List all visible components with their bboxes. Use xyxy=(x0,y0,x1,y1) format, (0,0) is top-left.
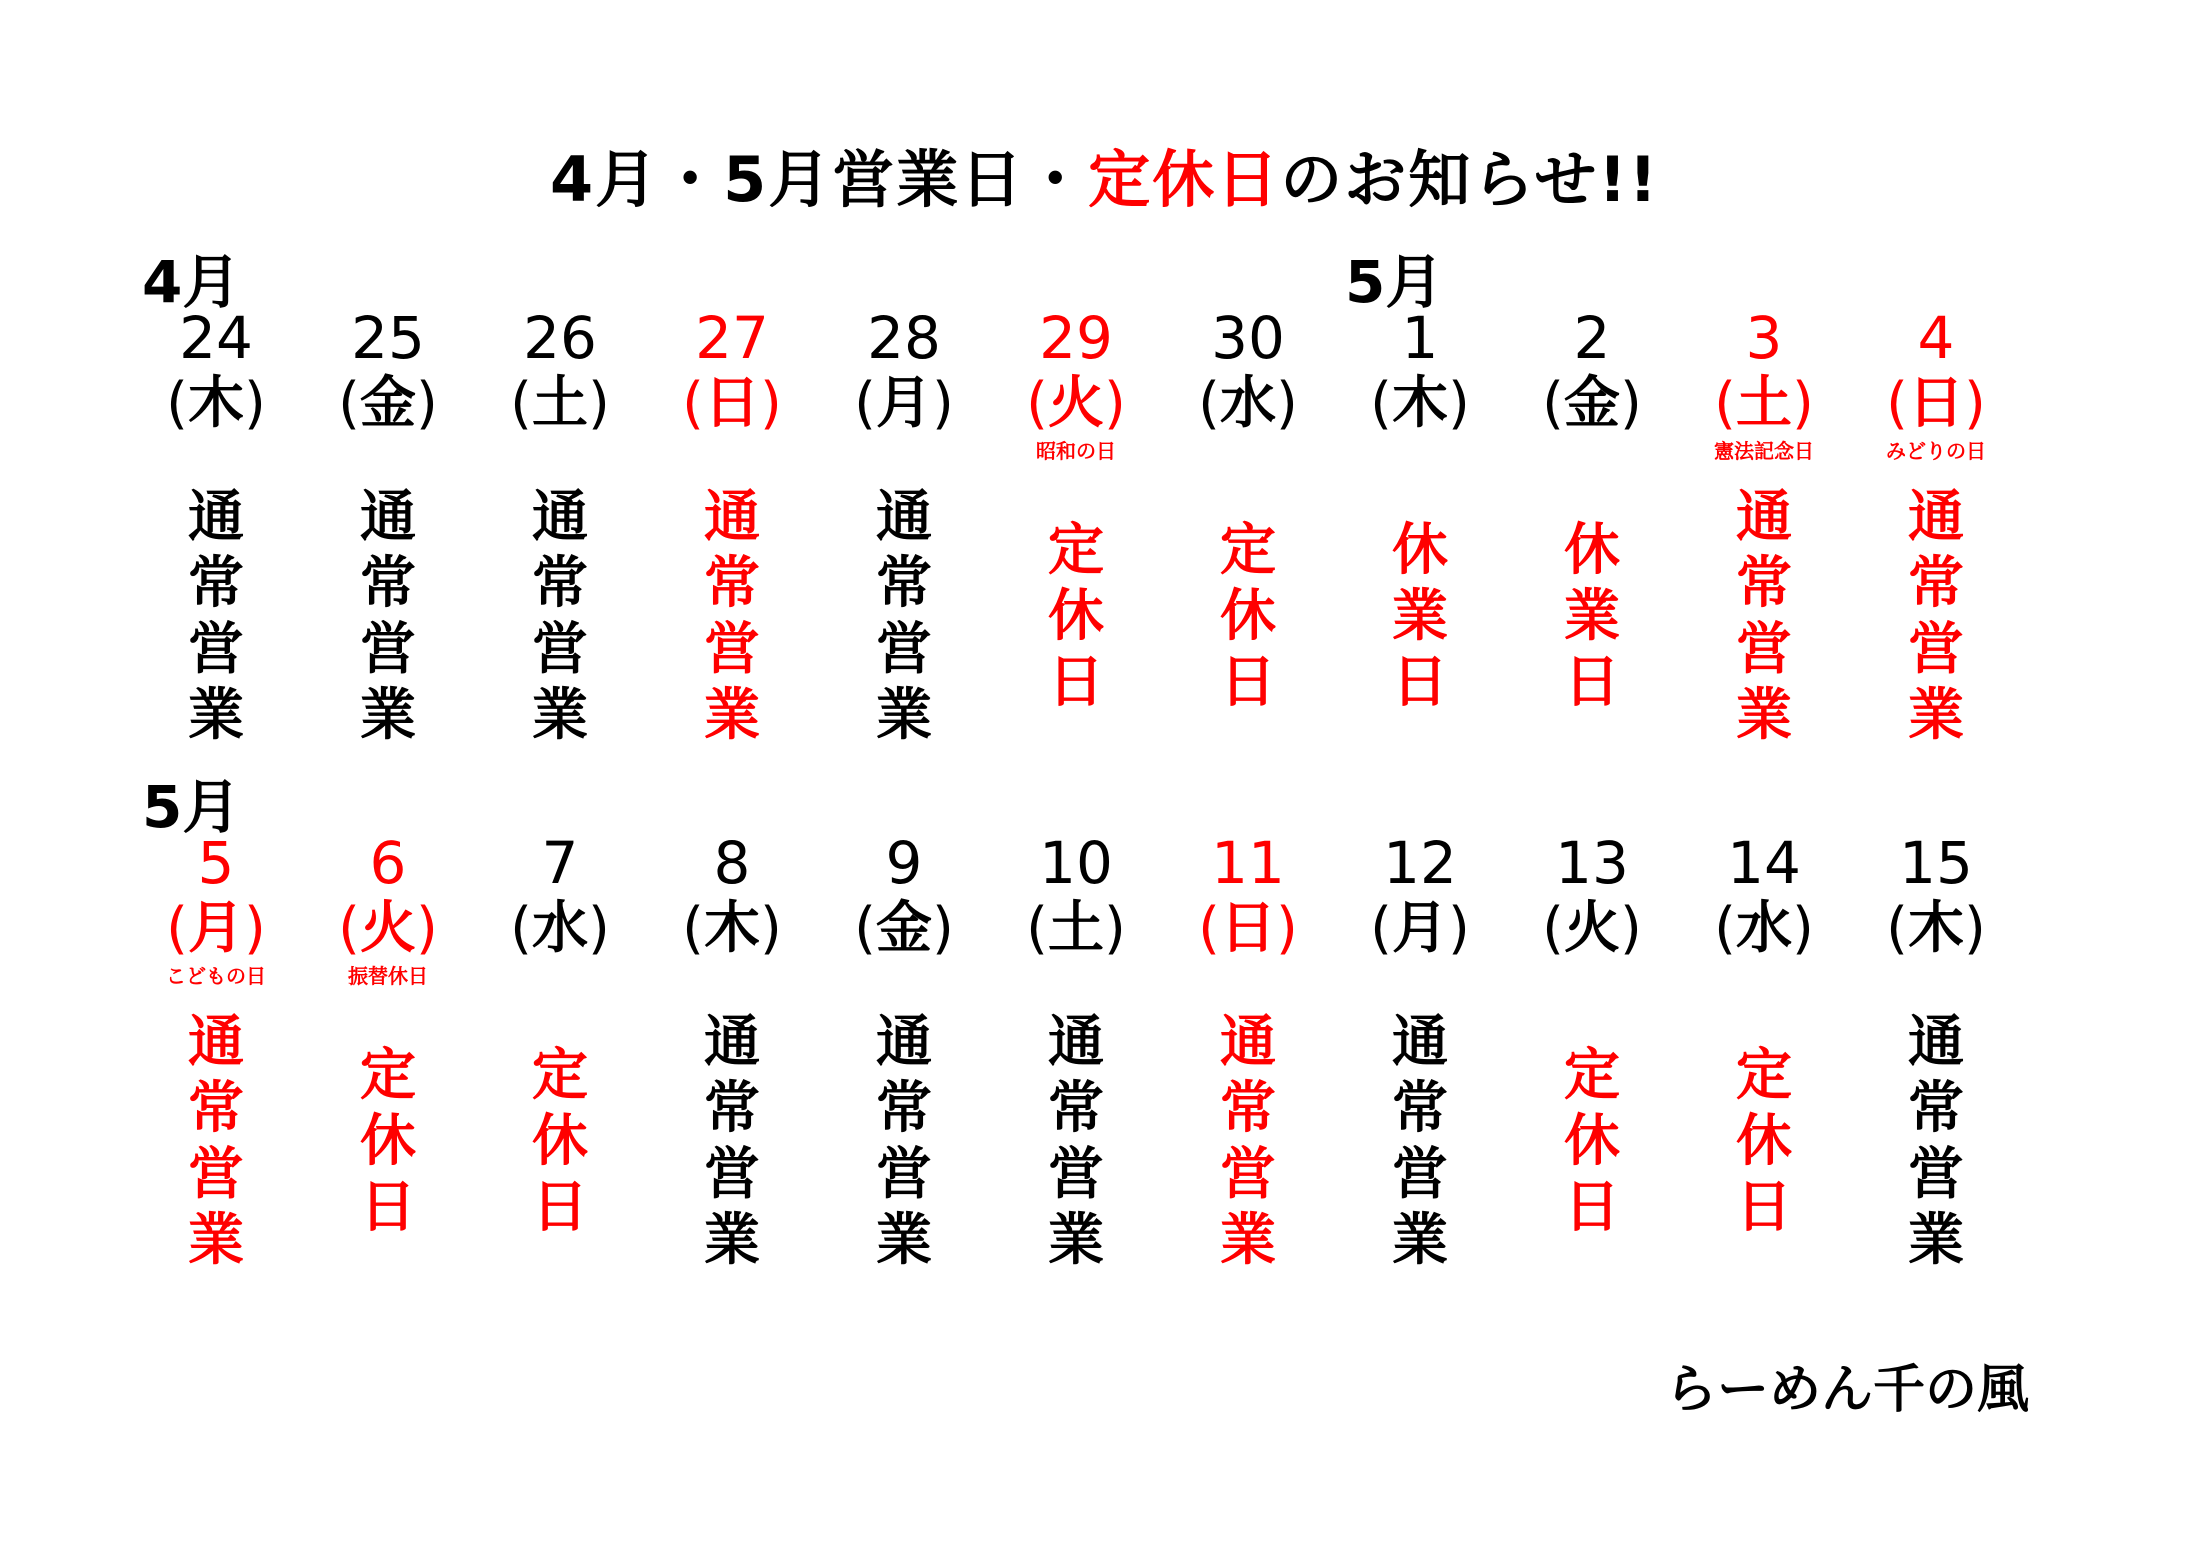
day-number: 7 xyxy=(541,829,579,897)
weekday xyxy=(1506,371,1678,437)
weekday-label: 月 xyxy=(188,896,244,961)
paren-open: ( xyxy=(510,896,532,961)
day-number: 26 xyxy=(523,304,597,372)
holiday-name xyxy=(1678,962,1850,990)
status-open xyxy=(1041,1010,1111,1274)
day-column xyxy=(1506,830,1678,1274)
day-number: 28 xyxy=(867,304,941,372)
weekday-label: 金 xyxy=(360,371,416,436)
weekday-label: 土 xyxy=(1048,896,1104,961)
day-number: 14 xyxy=(1727,829,1801,897)
status-label: 通常営業 xyxy=(1220,1010,1276,1273)
paren-open: ( xyxy=(1714,896,1736,961)
day-number: 1 xyxy=(1401,304,1439,372)
status-label: 通常営業 xyxy=(1048,1010,1104,1273)
weekday-label: 木 xyxy=(704,896,760,961)
day-number: 30 xyxy=(1211,304,1285,372)
status-label: 通常営業 xyxy=(1908,485,1964,748)
status-label: 通常営業 xyxy=(876,1010,932,1273)
holiday-name: 憲法記念日 xyxy=(1714,439,1814,463)
day-number: 2 xyxy=(1573,304,1611,372)
month-label-may-row1: 5月 xyxy=(1345,248,1444,316)
weekday xyxy=(474,896,646,962)
holiday-name xyxy=(1162,437,1334,465)
holiday-name xyxy=(646,962,818,990)
paren-close: ) xyxy=(760,371,782,436)
weekday xyxy=(1162,896,1334,962)
status-label: 定休日 xyxy=(1048,518,1104,715)
paren-open: ( xyxy=(682,896,704,961)
holiday-name xyxy=(1334,437,1506,465)
paren-close: ) xyxy=(932,896,954,961)
day-column xyxy=(990,830,1162,1274)
paren-close: ) xyxy=(1792,896,1814,961)
status-label: 通常営業 xyxy=(188,1010,244,1273)
weekday-label: 日 xyxy=(704,371,760,436)
weekday xyxy=(1506,896,1678,962)
paren-open: ( xyxy=(1026,371,1048,436)
holiday-name xyxy=(990,962,1162,990)
page-title xyxy=(0,140,2209,220)
paren-open: ( xyxy=(854,371,876,436)
status-closed xyxy=(1557,1010,1627,1274)
title-part2-closed-days: 定休日 xyxy=(1088,143,1281,216)
weekday-label: 金 xyxy=(1564,371,1620,436)
paren-close: ) xyxy=(244,371,266,436)
month-label-may-row2: 5月 xyxy=(142,773,241,841)
status-label: 定休日 xyxy=(532,1043,588,1240)
holiday-name xyxy=(474,437,646,465)
holiday-name xyxy=(818,962,990,990)
paren-open: ( xyxy=(1542,371,1564,436)
day-column xyxy=(1334,305,1506,749)
day-column xyxy=(474,305,646,749)
weekday xyxy=(990,371,1162,437)
paren-open: ( xyxy=(1886,896,1908,961)
status-open xyxy=(869,485,939,749)
holiday-name xyxy=(1334,962,1506,990)
paren-close: ) xyxy=(1620,371,1642,436)
day-column xyxy=(818,305,990,749)
status-open xyxy=(1729,485,1799,749)
title-part1: 4月・5月営業日・ xyxy=(550,143,1089,216)
day-number: 29 xyxy=(1039,304,1113,372)
paren-open: ( xyxy=(166,371,188,436)
weekday xyxy=(646,896,818,962)
status-label: 定休日 xyxy=(1736,1043,1792,1240)
day-number: 10 xyxy=(1039,829,1113,897)
weekday xyxy=(1678,896,1850,962)
weekday xyxy=(130,371,302,437)
month-label-april: 4月 xyxy=(142,248,241,316)
day-column xyxy=(1850,305,2022,749)
status-label: 通常営業 xyxy=(188,485,244,748)
weekday-label: 土 xyxy=(1736,371,1792,436)
holiday-name xyxy=(1850,962,2022,990)
paren-close: ) xyxy=(1276,371,1298,436)
status-label: 休業日 xyxy=(1392,518,1448,715)
weekday-label: 月 xyxy=(876,371,932,436)
status-label: 通常営業 xyxy=(360,485,416,748)
paren-close: ) xyxy=(1104,896,1126,961)
holiday-name xyxy=(818,437,990,465)
paren-open: ( xyxy=(510,371,532,436)
weekday xyxy=(302,896,474,962)
status-closed xyxy=(1557,485,1627,749)
weekday xyxy=(302,371,474,437)
weekday-label: 火 xyxy=(360,896,416,961)
weekday-label: 水 xyxy=(1736,896,1792,961)
status-label: 定休日 xyxy=(360,1043,416,1240)
weekday-label: 火 xyxy=(1564,896,1620,961)
weekday-label: 木 xyxy=(1908,896,1964,961)
status-closed xyxy=(1385,485,1455,749)
status-open xyxy=(353,485,423,749)
holiday-name: こどもの日 xyxy=(166,964,266,988)
status-label: 通常営業 xyxy=(704,485,760,748)
holiday-name xyxy=(474,962,646,990)
status-open xyxy=(1901,1010,1971,1274)
status-open xyxy=(1385,1010,1455,1274)
day-column xyxy=(646,830,818,1274)
weekday xyxy=(130,896,302,962)
paren-open: ( xyxy=(682,371,704,436)
status-open xyxy=(1901,485,1971,749)
day-number: 11 xyxy=(1211,829,1285,897)
paren-open: ( xyxy=(1370,371,1392,436)
title-part3: のお知らせ!! xyxy=(1280,143,1659,216)
day-number: 5 xyxy=(197,829,235,897)
day-number: 13 xyxy=(1555,829,1629,897)
day-column xyxy=(646,305,818,749)
status-label: 通常営業 xyxy=(532,485,588,748)
paren-close: ) xyxy=(1448,371,1470,436)
day-column xyxy=(1678,830,1850,1274)
day-number: 4 xyxy=(1917,304,1955,372)
weekday xyxy=(990,896,1162,962)
paren-close: ) xyxy=(588,371,610,436)
weekday-label: 日 xyxy=(1220,896,1276,961)
status-label: 通常営業 xyxy=(1736,485,1792,748)
holiday-name xyxy=(130,437,302,465)
status-closed xyxy=(1729,1010,1799,1274)
weekday-label: 月 xyxy=(1392,896,1448,961)
day-number: 9 xyxy=(885,829,923,897)
weekday-label: 火 xyxy=(1048,371,1104,436)
day-number: 15 xyxy=(1899,829,1973,897)
weekday-label: 水 xyxy=(1220,371,1276,436)
paren-close: ) xyxy=(932,371,954,436)
weekday xyxy=(1850,371,2022,437)
weekday xyxy=(818,371,990,437)
status-open xyxy=(525,485,595,749)
paren-close: ) xyxy=(244,896,266,961)
day-column xyxy=(302,830,474,1274)
weekday-label: 木 xyxy=(188,371,244,436)
status-closed xyxy=(1213,485,1283,749)
paren-close: ) xyxy=(588,896,610,961)
paren-open: ( xyxy=(1542,896,1564,961)
day-column xyxy=(1334,830,1506,1274)
status-closed xyxy=(525,1010,595,1274)
paren-close: ) xyxy=(1104,371,1126,436)
weekday xyxy=(1334,371,1506,437)
day-column xyxy=(818,830,990,1274)
status-open xyxy=(697,485,767,749)
status-open xyxy=(1213,1010,1283,1274)
holiday-name: みどりの日 xyxy=(1886,439,1986,463)
paren-close: ) xyxy=(1792,371,1814,436)
weekday-label: 木 xyxy=(1392,371,1448,436)
weekday-label: 土 xyxy=(532,371,588,436)
paren-close: ) xyxy=(1964,371,1986,436)
paren-close: ) xyxy=(1620,896,1642,961)
day-column xyxy=(1162,305,1334,749)
paren-open: ( xyxy=(338,371,360,436)
day-column xyxy=(302,305,474,749)
holiday-name xyxy=(1506,962,1678,990)
paren-close: ) xyxy=(760,896,782,961)
status-closed xyxy=(1041,485,1111,749)
status-closed xyxy=(353,1010,423,1274)
day-column xyxy=(1850,830,2022,1274)
paren-open: ( xyxy=(1198,371,1220,436)
paren-open: ( xyxy=(1886,371,1908,436)
weekday-label: 水 xyxy=(532,896,588,961)
day-column xyxy=(474,830,646,1274)
status-label: 定休日 xyxy=(1564,1043,1620,1240)
weekday xyxy=(1678,371,1850,437)
holiday-name xyxy=(646,437,818,465)
weekday xyxy=(818,896,990,962)
status-label: 通常営業 xyxy=(1908,1010,1964,1273)
weekday xyxy=(474,371,646,437)
day-column xyxy=(990,305,1162,749)
paren-open: ( xyxy=(1714,371,1736,436)
paren-close: ) xyxy=(1448,896,1470,961)
holiday-name: 振替休日 xyxy=(348,964,428,988)
weekday xyxy=(1334,896,1506,962)
day-column xyxy=(130,830,302,1274)
holiday-name: 昭和の日 xyxy=(1036,439,1116,463)
status-label: 通常営業 xyxy=(1392,1010,1448,1273)
status-open xyxy=(181,485,251,749)
paren-close: ) xyxy=(1276,896,1298,961)
status-label: 定休日 xyxy=(1220,518,1276,715)
day-column xyxy=(1506,305,1678,749)
status-label: 休業日 xyxy=(1564,518,1620,715)
weekday-label: 金 xyxy=(876,896,932,961)
day-number: 3 xyxy=(1745,304,1783,372)
paren-open: ( xyxy=(166,896,188,961)
status-open xyxy=(181,1010,251,1274)
status-label: 通常営業 xyxy=(704,1010,760,1273)
weekday xyxy=(1162,371,1334,437)
day-number: 8 xyxy=(713,829,751,897)
weekday-label: 日 xyxy=(1908,371,1964,436)
paren-close: ) xyxy=(416,371,438,436)
day-column xyxy=(1162,830,1334,1274)
day-number: 12 xyxy=(1383,829,1457,897)
paren-open: ( xyxy=(338,896,360,961)
paren-open: ( xyxy=(854,896,876,961)
weekday xyxy=(646,371,818,437)
holiday-name xyxy=(1162,962,1334,990)
paren-close: ) xyxy=(416,896,438,961)
status-open xyxy=(697,1010,767,1274)
day-column xyxy=(1678,305,1850,749)
paren-close: ) xyxy=(1964,896,1986,961)
day-number: 25 xyxy=(351,304,425,372)
weekday xyxy=(1850,896,2022,962)
day-number: 24 xyxy=(179,304,253,372)
paren-open: ( xyxy=(1026,896,1048,961)
day-column xyxy=(130,305,302,749)
day-number: 6 xyxy=(369,829,407,897)
status-label: 通常営業 xyxy=(876,485,932,748)
status-open xyxy=(869,1010,939,1274)
holiday-name xyxy=(1506,437,1678,465)
holiday-name xyxy=(302,437,474,465)
paren-open: ( xyxy=(1198,896,1220,961)
paren-open: ( xyxy=(1370,896,1392,961)
shop-name: らーめん千の風 xyxy=(1664,1359,2029,1420)
day-number: 27 xyxy=(695,304,769,372)
